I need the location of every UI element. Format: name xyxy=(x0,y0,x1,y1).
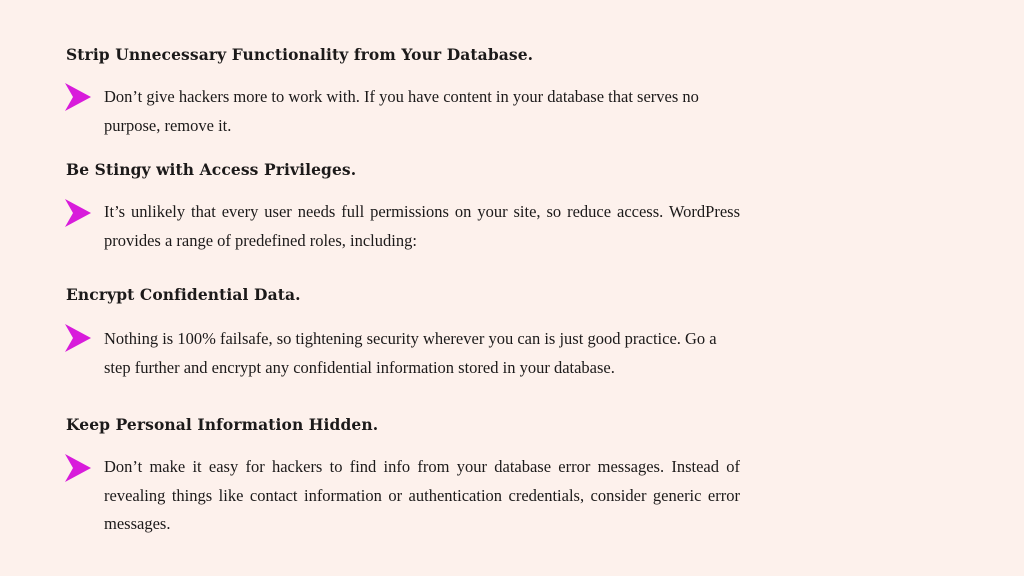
section-text-access-privileges: It’s unlikely that every user needs full permissions on your site, so reduce access. WordPress provides a range of predefined roles, including: xyxy=(104,202,740,250)
section-heading-personal-info: Keep Personal Information Hidden. xyxy=(66,415,379,434)
section-heading-strip-functionality: Strip Unnecessary Functionality from Your Database. xyxy=(66,45,534,64)
arrow-right-icon xyxy=(64,453,92,483)
section-heading-encrypt-data: Encrypt Confidential Data. xyxy=(66,285,301,304)
section-heading-access-privileges: Be Stingy with Access Privileges. xyxy=(66,160,357,179)
section-text-personal-info: Don’t make it easy for hackers to find info from your database error messages. Instead of revealing things like contact information or authentication credentials, consider generic error messages. xyxy=(104,457,740,533)
arrow-right-icon xyxy=(64,198,92,228)
section-text-strip-functionality: Don’t give hackers more to work with. If you have content in your database that serves no purpose, remove it. xyxy=(104,87,699,135)
arrow-right-icon xyxy=(64,82,92,112)
section-text-encrypt-data: Nothing is 100% failsafe, so tightening security wherever you can is just good practice. Go a step further and encrypt any confidential information stored in your database. xyxy=(104,329,717,377)
arrow-right-icon xyxy=(64,323,92,353)
